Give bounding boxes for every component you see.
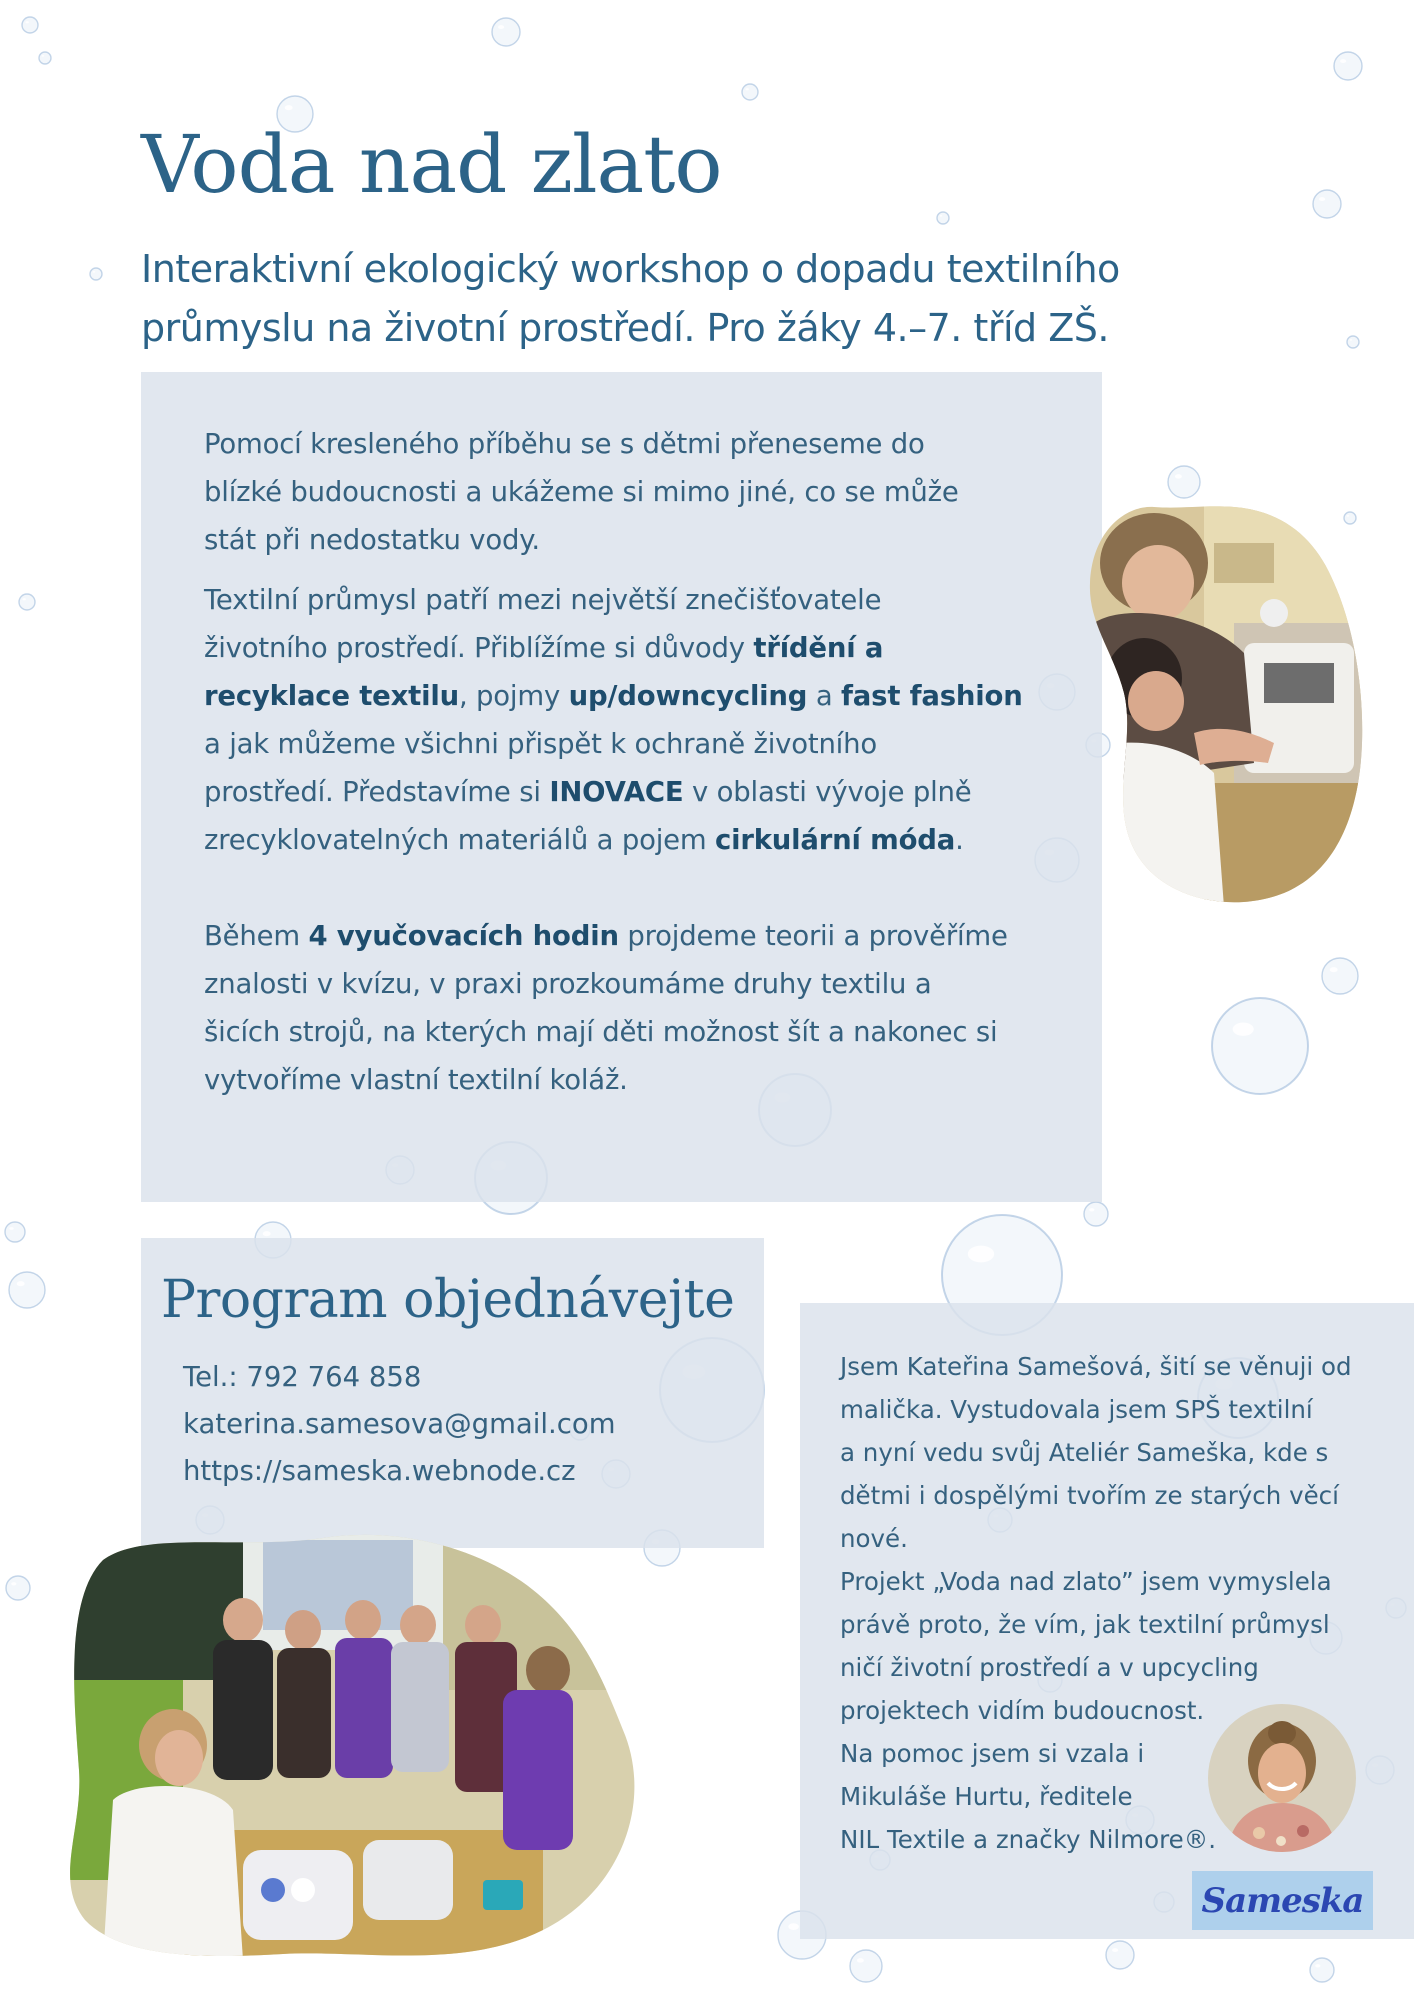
author-portrait <box>1207 1703 1357 1853</box>
intro-line: blízké budoucnosti a ukážeme si mimo jiné, co se může <box>204 476 959 508</box>
text-run: v oblasti vývoje plně <box>683 776 972 808</box>
water-drop-highlight <box>940 215 943 217</box>
water-drop-highlight <box>857 1958 864 1962</box>
lessons-line: šicích strojů, na kterých mají děti možnost šít a nakonec si <box>204 1016 998 1048</box>
bio-line: a nyní vedu svůj Ateliér Sameška, kde s <box>840 1438 1329 1467</box>
workshop-description-panel <box>141 372 1102 1202</box>
water-drop-highlight <box>11 1582 16 1585</box>
contact-panel <box>141 1238 764 1548</box>
text-run: prostředí. Představíme si <box>204 776 550 808</box>
logo-wordmark: Sameska <box>1201 1880 1364 1921</box>
water-drop <box>492 18 520 46</box>
subtitle <box>141 240 1341 358</box>
text-run: a <box>807 680 842 712</box>
text-run: projdeme teorii a prověříme <box>618 920 1008 952</box>
bio-line: Projekt „Voda nad zlato” jsem vymyslela <box>840 1567 1332 1596</box>
water-drop-highlight <box>263 1231 271 1236</box>
textile-line <box>204 768 1039 816</box>
water-drop <box>1084 1202 1108 1226</box>
water-drop <box>1334 52 1362 80</box>
highlight-fast-fashion: fast fashion <box>841 680 1023 712</box>
water-drop-highlight <box>42 55 45 57</box>
highlight-lessons: 4 vyučovacích hodin <box>308 920 619 952</box>
water-drop-highlight <box>285 105 293 110</box>
water-drop <box>19 594 35 610</box>
phone-number[interactable]: Tel.: 792 764 858 <box>183 1361 422 1393</box>
contact-heading: Program objednávejte <box>161 1270 735 1330</box>
bio-line: NIL Textile a značky Nilmore®. <box>840 1825 1216 1854</box>
sameska-logo <box>1192 1871 1373 1930</box>
water-drop <box>39 52 51 64</box>
water-drop <box>6 1576 30 1600</box>
water-drop-highlight <box>1089 1208 1094 1211</box>
water-drop-highlight <box>25 21 29 23</box>
text-run: , pojmy <box>458 680 569 712</box>
bio-line: projektech vidím budoucnost. <box>840 1696 1205 1725</box>
website-link[interactable]: https://sameska.webnode.cz <box>183 1455 576 1487</box>
page-title: Voda nad zlato <box>141 118 722 211</box>
water-drop <box>22 17 38 33</box>
bio-line: nové. <box>840 1524 908 1553</box>
water-drop <box>1212 998 1308 1094</box>
text-run: Během <box>204 920 309 952</box>
highlight-updowncycling: up/downcycling <box>568 680 808 712</box>
workshop-description <box>204 420 1039 1104</box>
subtitle-line: Interaktivní ekologický workshop o dopadu textilního <box>141 247 1120 291</box>
water-drop <box>850 1950 882 1982</box>
water-drop-highlight <box>1330 967 1338 972</box>
water-drop <box>937 212 949 224</box>
water-drop <box>9 1272 45 1308</box>
bio-line: ničí životní prostředí a v upcycling <box>840 1653 1259 1682</box>
water-drop <box>1168 466 1200 498</box>
bio-line: dětmi i dospělými tvořím ze starých věcí <box>840 1481 1339 1510</box>
water-drop-highlight <box>93 271 96 273</box>
bio-line: Mikuláše Hurtu, ředitele <box>840 1782 1133 1811</box>
textile-line: a jak můžeme všichni přispět k ochraně životního <box>204 728 877 760</box>
water-drop <box>1313 190 1341 218</box>
water-drop-highlight <box>17 1281 25 1286</box>
intro-line: stát při nedostatku vody. <box>204 524 540 556</box>
textile-line <box>204 672 1039 720</box>
water-drop-highlight <box>1319 197 1325 201</box>
water-drop-highlight <box>9 1227 13 1230</box>
textile-line: Textilní průmysl patří mezi největší znečišťovatele <box>204 584 882 616</box>
text-run: . <box>955 824 964 856</box>
water-drop-highlight <box>1112 1948 1118 1952</box>
water-drop <box>1347 336 1359 348</box>
bio-line: právě proto, že vím, jak textilní průmysl <box>840 1610 1330 1639</box>
water-drop <box>742 84 758 100</box>
textile-line <box>204 624 1039 672</box>
water-drop <box>1106 1941 1134 1969</box>
water-drop-highlight <box>22 598 26 600</box>
text-run: zrecyklovatelných materiálů a pojem <box>204 824 716 856</box>
lessons-line: znalosti v kvízu, v praxi prozkoumáme druhy textilu a <box>204 968 932 1000</box>
textile-line <box>204 816 1039 864</box>
text-run: životního prostředí. Přiblížíme si důvody <box>204 632 754 664</box>
water-drop-highlight <box>1340 59 1346 63</box>
water-drop-highlight <box>788 1923 799 1930</box>
highlight-sorting: třídění a <box>753 632 884 664</box>
bio-line: Na pomoc jsem si vzala i <box>840 1739 1145 1768</box>
sewing-machine-photo <box>1084 503 1364 907</box>
subtitle-line: průmyslu na životní prostředí. Pro žáky 4.–7. tříd ZŠ. <box>141 306 1109 350</box>
intro-line: Pomocí kresleného příběhu se s dětmi přeneseme do <box>204 428 925 460</box>
contact-details <box>183 1354 615 1495</box>
lessons-line <box>204 912 1039 960</box>
water-drop-highlight <box>1350 339 1353 341</box>
water-drop-highlight <box>498 25 504 29</box>
water-drop-highlight <box>1315 1964 1320 1967</box>
lessons-line: vytvoříme vlastní textilní koláž. <box>204 1064 628 1096</box>
highlight-innovation: INOVACE <box>549 776 684 808</box>
email-link[interactable]: katerina.samesova@gmail.com <box>183 1408 616 1440</box>
water-drop <box>1322 958 1358 994</box>
highlight-circular-fashion: cirkulární móda <box>715 824 956 856</box>
bio-line: Jsem Kateřina Samešová, šití se věnuji od <box>840 1352 1352 1381</box>
water-drop <box>5 1222 25 1242</box>
water-drop-highlight <box>1233 1022 1254 1035</box>
bio-line: malička. Vystudovala jsem SPŠ textilní <box>840 1395 1313 1424</box>
highlight-recycling: recyklace textilu <box>204 680 459 712</box>
water-drop-highlight <box>968 1246 994 1263</box>
water-drop <box>90 268 102 280</box>
classroom-workshop-photo <box>63 1530 675 1960</box>
water-drop <box>1310 1958 1334 1982</box>
water-drop-highlight <box>745 88 749 90</box>
water-drop-highlight <box>1175 474 1182 478</box>
